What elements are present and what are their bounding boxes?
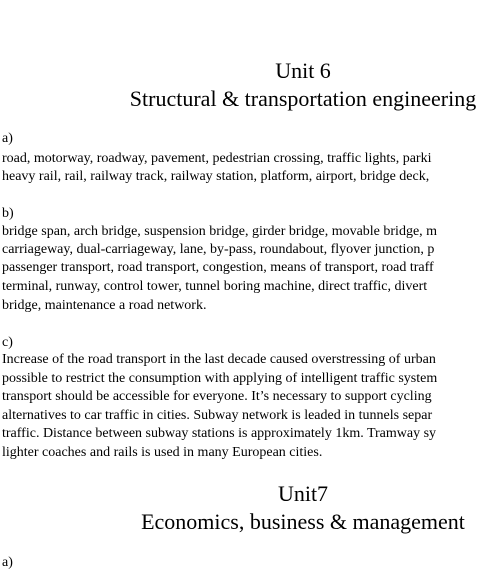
unit-7-title: Economics, business & management <box>141 509 465 534</box>
unit-6-section-b-line: carriageway, dual-carriageway, lane, by-pass, roundabout, flyover junction, p <box>2 242 435 257</box>
unit-7-section-a-label: a) <box>2 555 13 570</box>
unit-6-section-c-line: Increase of the road transport in the last decade caused overstressing of urban <box>2 352 436 367</box>
unit-6-section-c-line: possible to restrict the consumption with applying of intelligent traffic system <box>2 371 438 386</box>
unit-6-section-b-line: passenger transport, road transport, congestion, means of transport, road traff <box>2 260 434 275</box>
unit-6-section-a-label: a) <box>2 131 13 146</box>
unit-6-section-c-line: alternatives to car traffic in cities. Subway network is leaded in tunnels separ <box>2 408 433 423</box>
unit-6-section-c-line: transport should be accessible for everyone. It’s necessary to support cycling <box>2 389 432 404</box>
unit-6-section-b-label: b) <box>2 206 14 221</box>
unit-6-title: Structural & transportation engineering <box>129 86 477 111</box>
unit-6-section-c-line: lighter coaches and rails is used in many European cities. <box>2 445 323 460</box>
unit-6-section-b-line: terminal, runway, control tower, tunnel boring machine, direct traffic, divert <box>2 279 428 294</box>
unit-6-section-c-label: c) <box>2 335 13 350</box>
unit-6-section-b-line: bridge span, arch bridge, suspension bridge, girder bridge, movable bridge, m <box>2 224 438 239</box>
unit-6-section-b-line: bridge, maintenance a road network. <box>2 298 207 313</box>
unit-6-section-a-line: heavy rail, rail, railway track, railway station, platform, airport, bridge deck, <box>2 169 430 184</box>
unit-6-section-a-line: road, motorway, roadway, pavement, pedestrian crossing, traffic lights, parki <box>2 151 432 166</box>
unit-7-number: Unit7 <box>277 481 329 506</box>
unit-6-section-c-line: traffic. Distance between subway stations is approximately 1km. Tramway sy <box>2 426 437 441</box>
unit-6-number: Unit 6 <box>275 58 331 83</box>
